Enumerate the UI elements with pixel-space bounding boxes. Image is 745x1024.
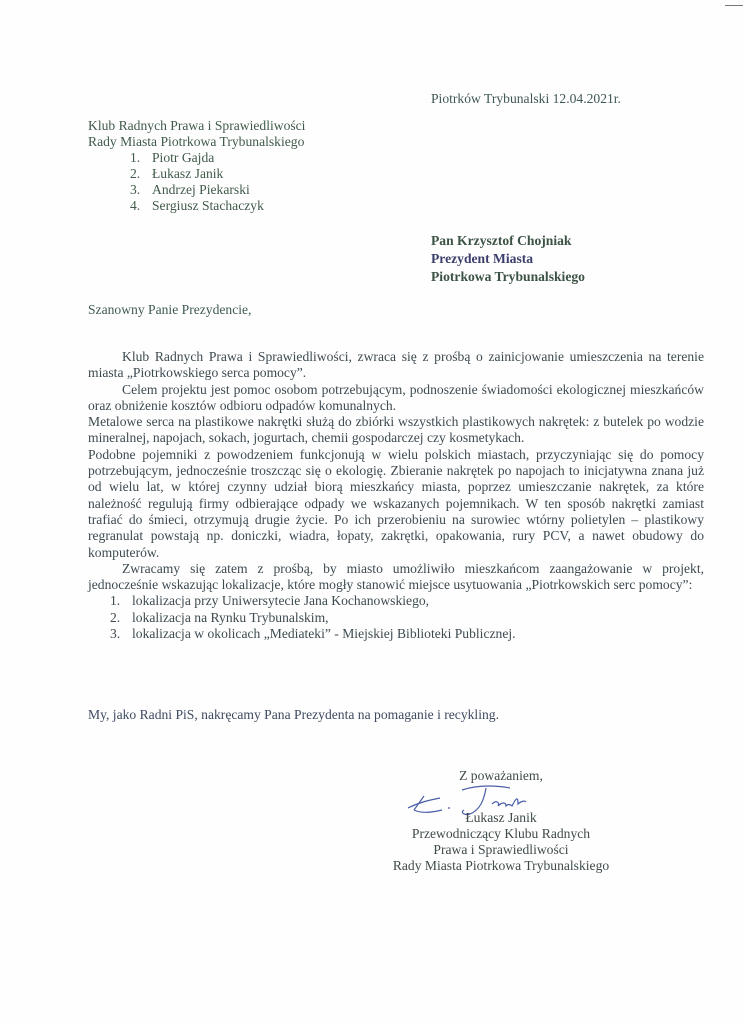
recipient-name: Pan Krzysztof Chojniak xyxy=(431,233,572,248)
signoff-block xyxy=(372,768,630,874)
location-number: 3. xyxy=(110,626,121,642)
member-item xyxy=(130,181,305,197)
location-text: lokalizacja w okolicach „Mediateki” - Miejskiej Biblioteki Publicznej. xyxy=(132,626,516,642)
member-name: Sergiusz Stachaczyk xyxy=(152,198,264,213)
location-text: lokalizacja przy Uniwersytecie Jana Kochanowskiego, xyxy=(132,593,430,609)
location-item xyxy=(110,610,704,626)
recipient-city: Piotrkowa Trybunalskiego xyxy=(431,269,585,284)
paragraph-hearts: Metalowe serca na plastikowe nakrętki służą do zbiórki wszystkich plastikowych nakrętek: z butelek po wodzie mineralnej, napojach, sokach, jogurtach, chemii gospodarczej czy kosmetykach. xyxy=(88,414,704,446)
member-number: 3. xyxy=(130,182,141,197)
member-item xyxy=(130,149,305,165)
location-number: 2. xyxy=(110,609,121,625)
place-date: Piotrków Trybunalski 12.04.2021r. xyxy=(431,91,621,106)
member-name: Andrzej Piekarski xyxy=(152,182,250,197)
signatory-title-1: Przewodniczący Klubu Radnych xyxy=(411,826,591,841)
member-name: Łukasz Janik xyxy=(152,166,224,181)
member-number: 2. xyxy=(130,166,141,181)
member-number: 4. xyxy=(130,198,141,213)
location-item xyxy=(110,626,704,642)
member-item xyxy=(130,197,305,213)
paragraph-proposal: Zwracamy się zatem z prośbą, by miasto umożliwiło mieszkańcom zaangażowanie w projekt, jednocześnie wskazując lokalizacje, które mogły stanowić miejsce usytuowania „Piotrkowskich serc pomocy”: xyxy=(88,560,704,593)
closing-statement: My, jako Radni PiS, nakręcamy Pana Prezydenta na pomaganie i recykling. xyxy=(88,707,499,722)
recipient-block xyxy=(431,232,585,286)
location-number: 1. xyxy=(110,593,121,609)
recipient-title: Prezydent Miasta xyxy=(431,251,534,266)
member-name: Piotr Gajda xyxy=(152,150,215,165)
salutation: Szanowny Panie Prezydencie, xyxy=(88,302,252,317)
member-list xyxy=(88,149,305,213)
paragraph-request: Klub Radnych Prawa i Sprawiedliwości, zwraca się z prośbą o zainicjowanie umieszczenia na terenie miasta „Piotrkowskiego serca pomocy”. xyxy=(88,349,704,381)
signatory-name: Łukasz Janik xyxy=(465,810,537,825)
signatory-title-2: Prawa i Sprawiedliwości xyxy=(433,842,569,857)
scan-mark xyxy=(725,5,743,6)
sender-line-1: Klub Radnych Prawa i Sprawiedliwości xyxy=(88,118,306,133)
location-list xyxy=(88,593,704,642)
sender-block xyxy=(88,117,305,213)
sender-line-2: Rady Miasta Piotrkowa Trybunalskiego xyxy=(88,134,305,149)
signatory-title-3: Rady Miasta Piotrkowa Trybunalskiego xyxy=(392,858,610,873)
paragraph-goal: Celem projektu jest pomoc osobom potrzebującym, podnoszenie świadomości ekologicznej mieszkańców oraz obniżenie kosztów odbioru odpadów komunalnych. xyxy=(88,381,704,413)
member-number: 1. xyxy=(130,150,141,165)
location-text: lokalizacja na Rynku Trybunalskim, xyxy=(132,609,329,625)
signoff-greeting: Z poważaniem, xyxy=(459,768,543,783)
letter-body xyxy=(88,349,704,642)
paragraph-context: Podobne pojemniki z powodzeniem funkcjonują w wielu polskich miastach, przyczyniając się do pomocy potrzebującym, jednocześnie troszcząc się o ekologię. Zbieranie nakrętek po napojach to inicjatywna znana już od wielu lat, w której czynny udział biorą mieszkańcy miasta, poprzez umieszczanie nakrętek, za które należność regulują firmy odbierające odpady we wskazanych pojemnikach. W ten sposób nakrętki zamiast trafiać do śmieci, otrzymują drugie życie. Po ich przerobieniu na surowiec wtórny polietylen – plastikowy regranulat powstają np. doniczki, wiadra, łopaty, zakrętki, opakowania, rury PCV, a nawet obudowy do komputerów. xyxy=(88,446,704,560)
member-item xyxy=(130,165,305,181)
location-item xyxy=(110,593,704,609)
